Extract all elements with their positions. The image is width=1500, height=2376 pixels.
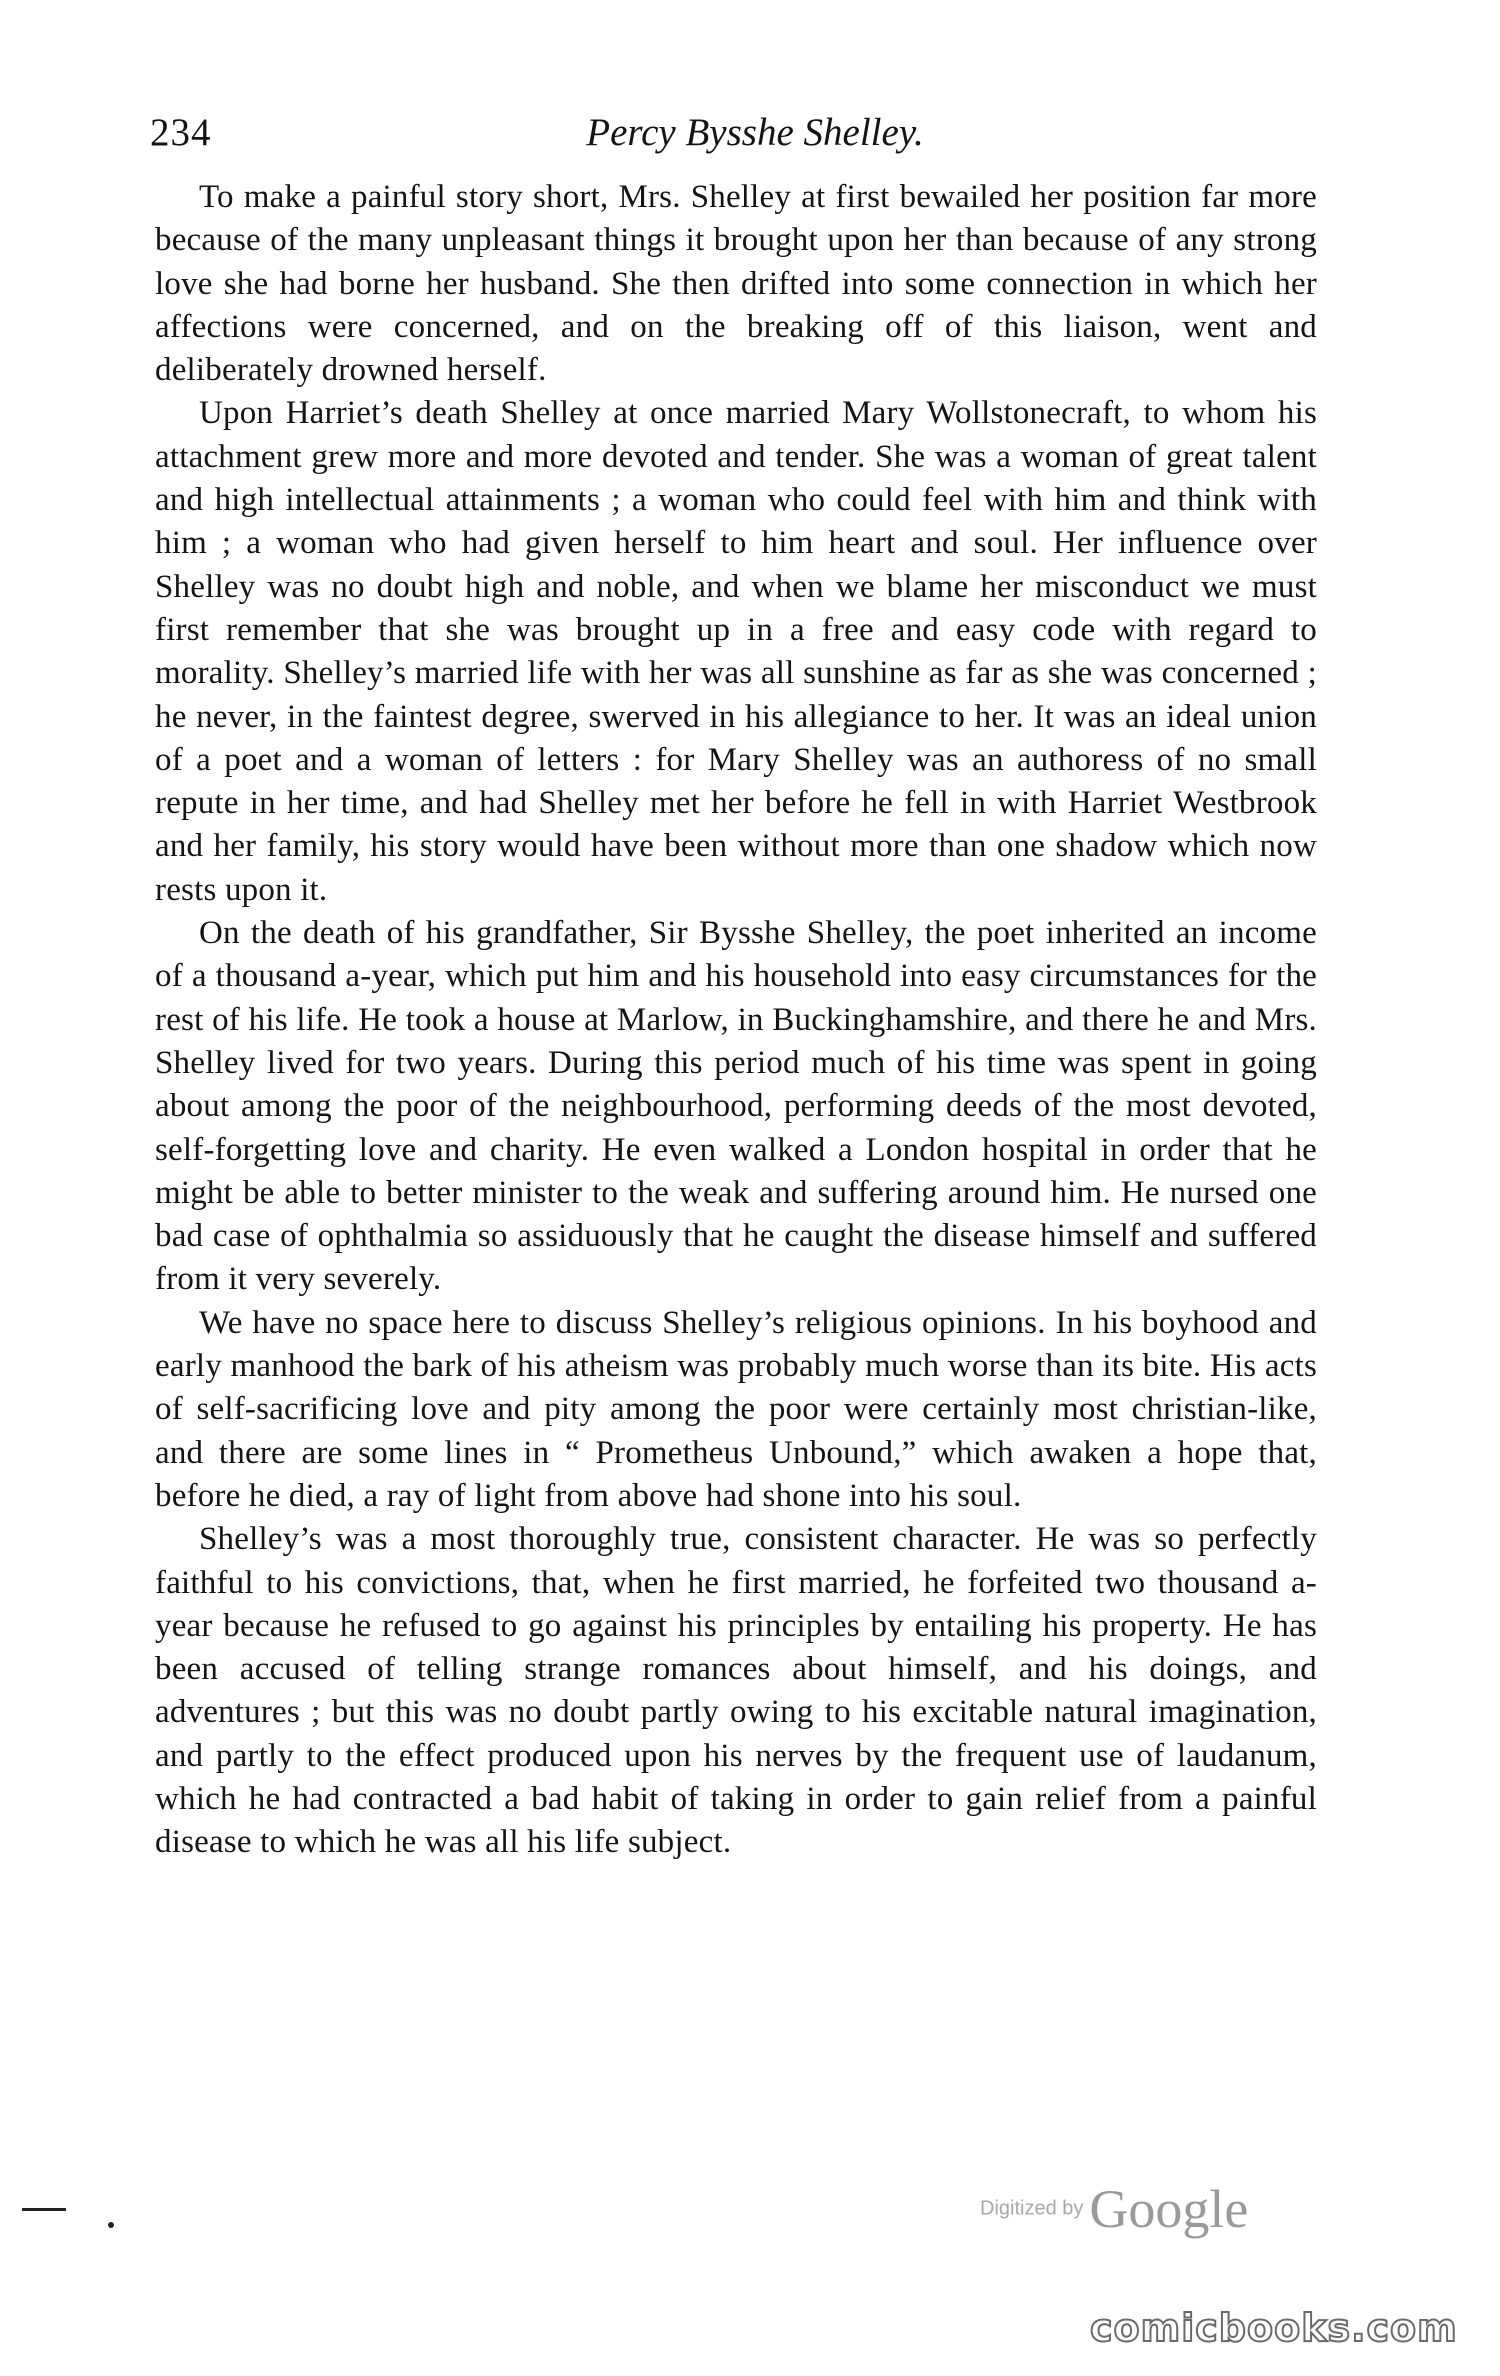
- running-head: [150, 110, 1320, 170]
- paragraph: On the death of his grandfather, Sir Bysshe Shelley, the poet inherited an income of a thousand a-year, which put him and his household into easy circumstances for the rest of his life. He took a house at Marlow, in Buckinghamshire, and there he and Mrs. Shelley lived for two years. During this period much of his time was spent in going about among the poor of the neighbourhood, performing deeds of the most devoted, self-forgetting love and charity. He even walked a London hospital in order that he might be able to better minister to the weak and suffering around him. He nursed one bad case of ophthalmia so assiduously that he caught the disease himself and suffered from it very severely.: [155, 915, 1317, 1298]
- body-text: [155, 176, 1317, 1865]
- paragraph: Upon Harriet’s death Shelley at once married Mary Wollstonecraft, to whom his attachment grew more and more devoted and tender. She was a woman of great talent and high intellectual attainments ; a woman who could feel with him and think with him ; a woman who had given herself to him heart and soul. Her influence over Shelley was no doubt high and noble, and when we blame her misconduct we must first remember that she was brought up in a free and easy code with regard to morality. Shelley’s married life with her was all sunshine as far as she was concerned ; he never, in the faintest degree, swerved in his allegiance to her. It was an ideal union of a poet and a woman of letters : for Mary Shelley was an authoress of no small repute in her time, and had Shelley met her before he fell in with Harriet Westbrook and her family, his story would have been without more than one shadow which now rests upon it.: [155, 395, 1317, 908]
- paragraph: Shelley’s was a most thoroughly true, consistent character. He was so perfectly faithful to his convictions, that, when he first married, he forfeited two thousand a-year because he refused to go against his principles by entailing his property. He has been accused of telling strange romances about himself, and his doings, and adventures ; but this was no doubt partly owing to his excitable natural imagination, and partly to the effect produced upon his nerves by the frequent use of laudanum, which he had contracted a bad habit of taking in order to gain relief from a painful disease to which he was all his life subject.: [155, 1521, 1317, 1861]
- paragraph: We have no space here to discuss Shelley’s religious opinions. In his boyhood and early manhood the bark of his atheism was probably much worse than its bite. His acts of self-sacrificing love and pity among the poor were certainly most christian-like, and there are some lines in “ Prometheus Unbound,” which awaken a hope that, before he died, a ray of light from above had shone into his soul.: [155, 1304, 1317, 1514]
- digitization-mark: [980, 2178, 1248, 2240]
- margin-dot: [108, 2222, 114, 2228]
- digitized-by-label: Digitized by: [980, 2197, 1084, 2220]
- running-title: Percy Bysshe Shelley.: [586, 111, 924, 154]
- google-logo: Google: [1089, 2179, 1249, 2239]
- site-watermark: comicbooks.com: [1090, 2306, 1458, 2350]
- margin-mark: [22, 2208, 66, 2211]
- page-number: 234: [150, 111, 212, 154]
- paragraph: To make a painful story short, Mrs. Shelley at first bewailed her position far more because of the many unpleasant things it brought upon her than because of any strong love she had borne her husband. She then drifted into some connection in which her affections were concerned, and on the breaking off of this liaison, went and deliberately drowned herself.: [155, 179, 1317, 389]
